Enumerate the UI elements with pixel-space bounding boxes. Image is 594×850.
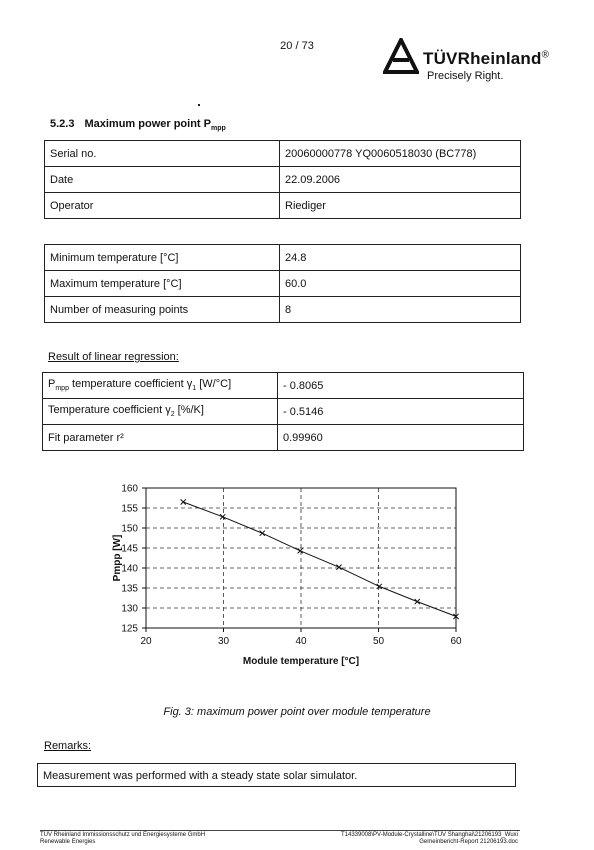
y-tick-label: 135 — [121, 583, 138, 595]
y-axis-label: Pmpp [W] — [112, 534, 123, 582]
data-point — [260, 531, 265, 536]
regression-table — [42, 372, 524, 451]
stray-dot — [198, 104, 200, 106]
y-tick-label: 155 — [121, 503, 138, 515]
brand-slogan: Precisely Right. — [427, 70, 504, 82]
footer-department-line: Renewable Energies — [40, 839, 96, 845]
table-cell-label: Operator — [45, 193, 280, 219]
table-cell-label: Temperature coefficient $\gamma_2$ [%/K] — [43, 399, 278, 425]
table-row — [45, 167, 521, 193]
table-cell-value: 20060000778 YQ0060518030 (BC778) — [280, 141, 521, 167]
figure-caption: Fig. 3: maximum power point over module temperature — [163, 706, 431, 718]
x-tick-label: 60 — [450, 636, 462, 647]
table-row — [45, 193, 521, 219]
table-cell-value: - 0.8065 — [278, 373, 524, 399]
x-axis-label: Module temperature [°C] — [242, 656, 360, 667]
y-tick-label: 145 — [121, 543, 138, 555]
table-cell-value: Riediger — [280, 193, 521, 219]
table-row — [43, 425, 524, 451]
footer-company-line: TÜV Rheinland Immissionsschutz und Energiesysteme GmbH — [40, 832, 206, 838]
table-row — [45, 245, 521, 271]
table-cell-value: 0.99960 — [278, 425, 524, 451]
data-point — [415, 599, 420, 604]
remarks-heading: Remarks: — [44, 740, 92, 752]
table-cell-label: $P_{mpp}$ temperature coefficient $\gamma_1$ [W/°C] — [43, 373, 278, 399]
section-title: 5.2.3 Maximum power point $P_{mpp}$ — [50, 118, 226, 133]
table-row — [43, 399, 524, 425]
table-row — [43, 373, 524, 399]
footer-file-line: Gemeinbericht-Report 21206193.doc — [419, 839, 518, 845]
y-tick-label: 150 — [121, 523, 138, 535]
table-cell-value: 60.0 — [280, 271, 521, 297]
table-cell-label: Number of measuring points — [45, 297, 280, 323]
footer-divider — [40, 830, 520, 831]
x-tick-label: 50 — [372, 636, 385, 647]
table-cell-value: - 0.5146 — [278, 399, 524, 425]
y-tick-label: 160 — [121, 483, 138, 495]
table-cell-label: Fit parameter r² — [43, 425, 278, 451]
table-cell-label: Maximum temperature [°C] — [45, 271, 280, 297]
y-tick-label: 130 — [121, 603, 138, 615]
table-row — [45, 141, 521, 167]
table-row — [45, 297, 521, 323]
table-cell-value: 24.8 — [280, 245, 521, 271]
y-tick-label: 140 — [121, 563, 138, 575]
data-point — [298, 548, 303, 553]
data-point — [336, 565, 341, 570]
tuv-triangle-icon — [383, 38, 419, 74]
table-cell-label: Date — [45, 167, 280, 193]
remarks-text: Measurement was performed with a steady state solar simulator. — [37, 763, 516, 787]
pmpp-chart — [108, 478, 468, 670]
data-point — [181, 499, 186, 504]
table-cell-value: 22.09.2006 — [280, 167, 521, 193]
x-tick-label: 20 — [140, 636, 152, 647]
page-number: 20 / 73 — [280, 40, 314, 52]
footer-company — [40, 832, 205, 846]
data-point — [220, 514, 225, 519]
tuv-logo — [383, 38, 573, 84]
table-row — [45, 271, 521, 297]
footer-path-line: T14339008\PV-Module-Crystalline\TÜV Shanghai\21206193_Wuxi — [341, 832, 518, 838]
table-cell-label: Serial no. — [45, 141, 280, 167]
table-cell-label: Minimum temperature [°C] — [45, 245, 280, 271]
table-cell-value: 8 — [280, 297, 521, 323]
footer-filepath — [328, 832, 518, 846]
x-tick-label: 40 — [295, 636, 307, 647]
x-tick-label: 30 — [217, 636, 230, 647]
sample-info-table — [44, 140, 521, 219]
y-tick-label: 125 — [121, 623, 138, 635]
temperature-table — [44, 244, 521, 323]
regression-heading: Result of linear regression: — [48, 351, 179, 363]
brand-name: TÜVRheinland® — [423, 49, 550, 68]
